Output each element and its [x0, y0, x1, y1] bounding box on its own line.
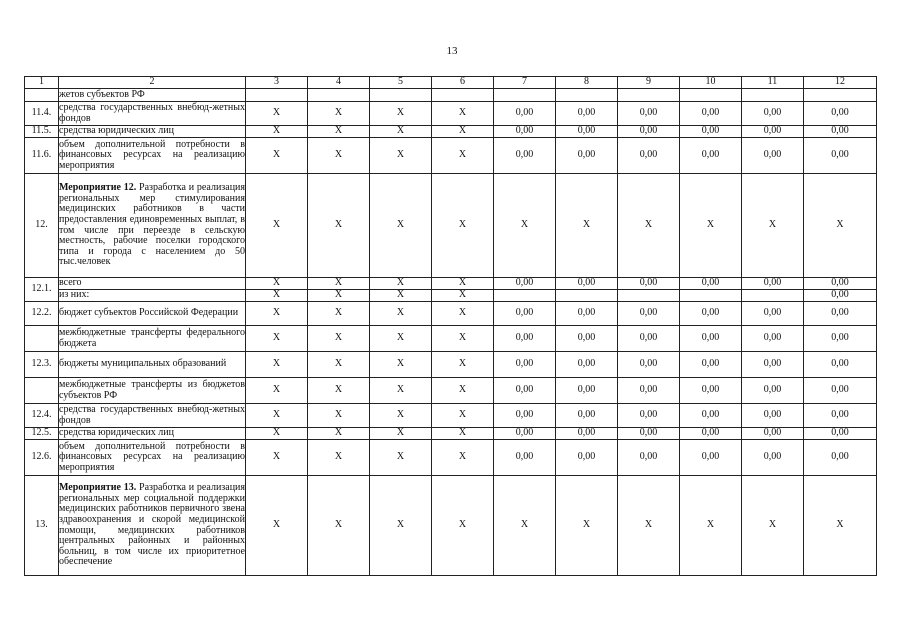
description-text: средства юридических лиц: [59, 427, 174, 439]
value-cell: 0,00: [618, 440, 680, 476]
value-cell: 0,00: [556, 126, 618, 138]
table-row: [25, 404, 877, 428]
table-row: [25, 89, 877, 102]
value-cell: 0,00: [618, 378, 680, 404]
value-cell: 0,00: [680, 126, 742, 138]
value-cell: X: [370, 278, 432, 290]
table-row: [25, 102, 877, 126]
description-text: бюджет субъектов Российской Федерации: [59, 307, 239, 319]
row-number: 12.1.: [25, 278, 59, 302]
value-cell: 0,00: [680, 326, 742, 352]
value-cell: 0,00: [742, 302, 804, 326]
row-description: [59, 476, 246, 576]
value-cell: 0,00: [680, 102, 742, 126]
table-row: [25, 290, 877, 302]
row-number: [25, 378, 59, 404]
description-text: межбюджетные трансферты из бюджетов субъектов РФ: [59, 378, 245, 401]
value-cell: X: [308, 428, 370, 440]
value-cell: X: [370, 174, 432, 278]
header-cell: 5: [370, 77, 432, 89]
description-text: Разработка и реализация региональных мер стимулирования медицинских работников в части предоставления единовременных выплат, в том числе при переезде в сельскую местность, рабочие поселки городского типа и города с населением до 50 тыс.человек: [59, 182, 245, 268]
financing-table: [24, 76, 877, 576]
value-cell: X: [432, 378, 494, 404]
value-cell: [742, 89, 804, 102]
value-cell: 0,00: [680, 138, 742, 174]
value-cell: X: [308, 138, 370, 174]
value-cell: X: [370, 428, 432, 440]
header-cell: 6: [432, 77, 494, 89]
row-description: [59, 138, 246, 174]
value-cell: X: [308, 476, 370, 576]
table-body: [25, 89, 877, 576]
value-cell: 0,00: [742, 440, 804, 476]
value-cell: 0,00: [742, 404, 804, 428]
row-number: 12.6.: [25, 440, 59, 476]
value-cell: 0,00: [618, 428, 680, 440]
row-description: [59, 326, 246, 352]
value-cell: X: [680, 174, 742, 278]
row-number: 12.3.: [25, 352, 59, 378]
value-cell: 0,00: [494, 278, 556, 290]
value-cell: 0,00: [804, 126, 877, 138]
value-cell: X: [432, 138, 494, 174]
row-number: [25, 89, 59, 102]
value-cell: 0,00: [618, 126, 680, 138]
header-cell: 8: [556, 77, 618, 89]
row-description: [59, 89, 246, 102]
value-cell: 0,00: [494, 138, 556, 174]
row-description: [59, 404, 246, 428]
table-row: [25, 428, 877, 440]
row-number: 13.: [25, 476, 59, 576]
value-cell: 0,00: [742, 126, 804, 138]
row-description: [59, 428, 246, 440]
value-cell: X: [742, 174, 804, 278]
description-text: из них:: [59, 289, 90, 301]
header-cell: 3: [246, 77, 308, 89]
value-cell: X: [308, 326, 370, 352]
value-cell: X: [246, 290, 308, 302]
value-cell: 0,00: [618, 404, 680, 428]
value-cell: X: [246, 102, 308, 126]
value-cell: 0,00: [556, 278, 618, 290]
table-row: [25, 326, 877, 352]
value-cell: [556, 89, 618, 102]
value-cell: 0,00: [494, 102, 556, 126]
value-cell: X: [432, 174, 494, 278]
value-cell: X: [246, 302, 308, 326]
value-cell: 0,00: [804, 278, 877, 290]
value-cell: 0,00: [618, 326, 680, 352]
value-cell: X: [432, 278, 494, 290]
value-cell: 0,00: [556, 378, 618, 404]
value-cell: 0,00: [618, 138, 680, 174]
row-description: [59, 302, 246, 326]
header-cell: 4: [308, 77, 370, 89]
value-cell: 0,00: [556, 404, 618, 428]
value-cell: X: [308, 174, 370, 278]
header-cell: 2: [59, 77, 246, 89]
value-cell: X: [246, 326, 308, 352]
value-cell: 0,00: [742, 352, 804, 378]
value-cell: X: [432, 126, 494, 138]
value-cell: 0,00: [742, 326, 804, 352]
value-cell: X: [246, 126, 308, 138]
value-cell: X: [308, 102, 370, 126]
value-cell: 0,00: [494, 126, 556, 138]
value-cell: [246, 89, 308, 102]
row-description: [59, 102, 246, 126]
row-description: [59, 174, 246, 278]
value-cell: X: [246, 138, 308, 174]
row-description: [59, 352, 246, 378]
value-cell: 0,00: [618, 102, 680, 126]
row-number: 11.5.: [25, 126, 59, 138]
value-cell: X: [370, 126, 432, 138]
description-text: средства государственных внебюд-жетных фондов: [59, 403, 245, 426]
value-cell: 0,00: [494, 352, 556, 378]
value-cell: X: [246, 352, 308, 378]
value-cell: 0,00: [742, 428, 804, 440]
header-cell: 11: [742, 77, 804, 89]
value-cell: 0,00: [494, 326, 556, 352]
value-cell: X: [432, 290, 494, 302]
row-number: 12.2.: [25, 302, 59, 326]
value-cell: [432, 89, 494, 102]
value-cell: 0,00: [556, 326, 618, 352]
value-cell: X: [370, 302, 432, 326]
value-cell: 0,00: [494, 440, 556, 476]
value-cell: X: [618, 174, 680, 278]
value-cell: 0,00: [804, 440, 877, 476]
value-cell: X: [432, 476, 494, 576]
value-cell: X: [494, 476, 556, 576]
value-cell: X: [308, 440, 370, 476]
value-cell: [680, 290, 742, 302]
value-cell: 0,00: [742, 278, 804, 290]
value-cell: 0,00: [556, 428, 618, 440]
value-cell: 0,00: [494, 428, 556, 440]
value-cell: [556, 290, 618, 302]
table-row: [25, 126, 877, 138]
value-cell: X: [370, 102, 432, 126]
value-cell: [370, 89, 432, 102]
row-description: [59, 290, 246, 302]
value-cell: 0,00: [742, 138, 804, 174]
value-cell: [494, 89, 556, 102]
value-cell: 0,00: [494, 378, 556, 404]
row-description: [59, 440, 246, 476]
value-cell: [618, 290, 680, 302]
description-text: бюджеты муниципальных образований: [59, 358, 227, 370]
value-cell: X: [308, 126, 370, 138]
value-cell: X: [370, 378, 432, 404]
value-cell: X: [246, 404, 308, 428]
row-description: [59, 278, 246, 290]
measure-title: Мероприятие 12.: [59, 182, 137, 194]
table-row: [25, 352, 877, 378]
value-cell: [742, 290, 804, 302]
table-row: [25, 378, 877, 404]
value-cell: 0,00: [742, 102, 804, 126]
value-cell: X: [804, 174, 877, 278]
description-text: межбюджетные трансферты федерального бюджета: [59, 326, 245, 349]
row-number: 12.5.: [25, 428, 59, 440]
value-cell: 0,00: [680, 302, 742, 326]
value-cell: 0,00: [804, 428, 877, 440]
value-cell: X: [618, 476, 680, 576]
header-cell: 12: [804, 77, 877, 89]
value-cell: X: [432, 404, 494, 428]
value-cell: 0,00: [804, 290, 877, 302]
value-cell: 0,00: [804, 378, 877, 404]
table-row: [25, 278, 877, 290]
value-cell: 0,00: [742, 378, 804, 404]
value-cell: 0,00: [680, 352, 742, 378]
header-cell: 7: [494, 77, 556, 89]
description-text: объем дополнительной потребности в финансовых ресурсах на реализацию мероприятия: [59, 440, 245, 473]
row-description: [59, 378, 246, 404]
row-number: 12.4.: [25, 404, 59, 428]
value-cell: X: [432, 326, 494, 352]
value-cell: X: [556, 476, 618, 576]
value-cell: X: [370, 404, 432, 428]
value-cell: 0,00: [556, 352, 618, 378]
value-cell: X: [246, 378, 308, 404]
value-cell: 0,00: [618, 278, 680, 290]
value-cell: X: [246, 440, 308, 476]
row-number: 12.: [25, 174, 59, 278]
value-cell: [618, 89, 680, 102]
value-cell: 0,00: [494, 302, 556, 326]
table-row: [25, 302, 877, 326]
value-cell: X: [246, 476, 308, 576]
row-number: 11.6.: [25, 138, 59, 174]
measure-title: Мероприятие 13.: [59, 482, 137, 494]
value-cell: X: [308, 302, 370, 326]
value-cell: 0,00: [680, 404, 742, 428]
value-cell: X: [370, 476, 432, 576]
value-cell: X: [370, 326, 432, 352]
value-cell: X: [432, 302, 494, 326]
table-row: [25, 174, 877, 278]
value-cell: [494, 290, 556, 302]
row-number: 11.4.: [25, 102, 59, 126]
value-cell: [804, 89, 877, 102]
table-row: [25, 476, 877, 576]
value-cell: 0,00: [680, 428, 742, 440]
value-cell: X: [556, 174, 618, 278]
value-cell: [308, 89, 370, 102]
value-cell: X: [370, 138, 432, 174]
value-cell: X: [246, 174, 308, 278]
description-text: всего: [59, 277, 82, 289]
value-cell: X: [246, 278, 308, 290]
row-number: [25, 326, 59, 352]
value-cell: 0,00: [556, 440, 618, 476]
description-text: средства юридических лиц: [59, 125, 174, 137]
value-cell: X: [432, 440, 494, 476]
value-cell: X: [370, 290, 432, 302]
value-cell: 0,00: [680, 440, 742, 476]
value-cell: X: [308, 290, 370, 302]
value-cell: X: [742, 476, 804, 576]
description-text: Разработка и реализация региональных мер социальной поддержки медицинских работников первичного звена здравоохранения и скорой медицинской помощи, медицинских работников центральных районных и районных больниц, в том числе их приоритетное обеспечение: [59, 482, 245, 568]
value-cell: X: [370, 352, 432, 378]
value-cell: X: [308, 278, 370, 290]
page-number: 13: [446, 45, 458, 57]
description-text: жетов субъектов РФ: [59, 88, 145, 100]
value-cell: 0,00: [556, 102, 618, 126]
value-cell: 0,00: [804, 102, 877, 126]
value-cell: X: [432, 102, 494, 126]
value-cell: X: [680, 476, 742, 576]
value-cell: 0,00: [618, 352, 680, 378]
value-cell: X: [246, 428, 308, 440]
value-cell: X: [308, 378, 370, 404]
value-cell: 0,00: [804, 326, 877, 352]
value-cell: 0,00: [804, 138, 877, 174]
value-cell: 0,00: [804, 404, 877, 428]
value-cell: 0,00: [680, 378, 742, 404]
value-cell: X: [308, 404, 370, 428]
value-cell: 0,00: [804, 302, 877, 326]
value-cell: 0,00: [556, 302, 618, 326]
header-cell: 9: [618, 77, 680, 89]
header-row: [25, 77, 877, 89]
value-cell: [680, 89, 742, 102]
value-cell: X: [432, 352, 494, 378]
table-row: [25, 440, 877, 476]
value-cell: X: [494, 174, 556, 278]
header-cell: 10: [680, 77, 742, 89]
value-cell: 0,00: [556, 138, 618, 174]
value-cell: 0,00: [804, 352, 877, 378]
value-cell: X: [370, 440, 432, 476]
value-cell: 0,00: [494, 404, 556, 428]
value-cell: 0,00: [618, 302, 680, 326]
value-cell: X: [432, 428, 494, 440]
table-row: [25, 138, 877, 174]
value-cell: X: [804, 476, 877, 576]
description-text: объем дополнительной потребности в финансовых ресурсах на реализацию мероприятия: [59, 138, 245, 171]
row-description: [59, 126, 246, 138]
description-text: средства государственных внебюд-жетных фондов: [59, 101, 245, 124]
value-cell: 0,00: [680, 278, 742, 290]
header-cell: 1: [25, 77, 59, 89]
value-cell: X: [308, 352, 370, 378]
